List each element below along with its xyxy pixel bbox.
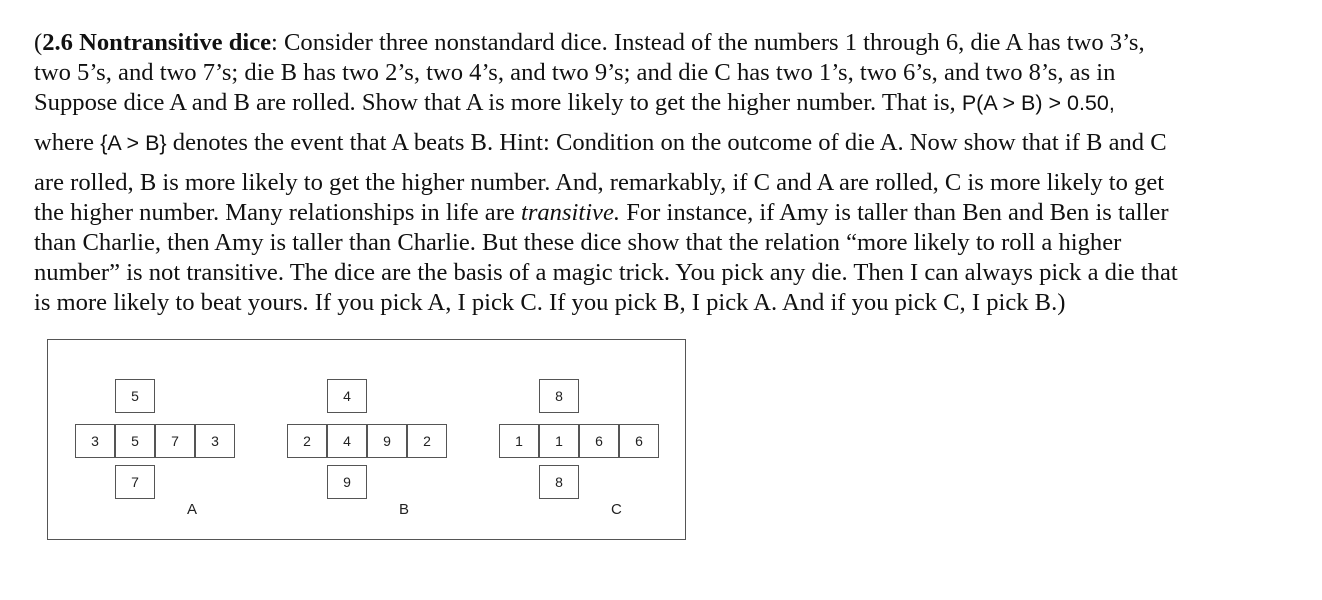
- die-c-top-face: 8: [539, 379, 579, 413]
- die-a-bottom-face: 7: [115, 465, 155, 499]
- problem-line-3: Suppose dice A and B are rolled. Show that A is more likely to get the higher number. That is, P(A > B) > 0.50,: [34, 89, 1115, 116]
- problem-line-2: two 5’s, and two 7’s; die B has two 2’s, two 4’s, and two 9’s; and die C has two 1’s, two 6’s, and two 8’s, as in: [34, 59, 1116, 86]
- die-c-bottom-face: 8: [539, 465, 579, 499]
- die-a-label: A: [187, 501, 198, 518]
- problem-title: 2.6 Nontransitive dice: [42, 29, 272, 56]
- die-c-face: 6: [579, 424, 619, 458]
- die-a-face: 3: [195, 424, 235, 458]
- die-c-label: C: [611, 501, 622, 518]
- probability-expression: P(A > B) > 0.50,: [961, 91, 1115, 115]
- problem-line-6: the higher number. Many relationships in life are transitive. For instance, if Amy is taller than Ben and Ben is taller: [34, 199, 1169, 226]
- die-a-top-face: 5: [115, 379, 155, 413]
- die-b-top-face: 4: [327, 379, 367, 413]
- event-expression: {A > B}: [100, 131, 167, 155]
- problem-line-8: number” is not transitive. The dice are the basis of a magic trick. You pick any die. Then I can always pick a die that: [34, 259, 1178, 286]
- die-b-face: 4: [327, 424, 367, 458]
- die-a-face: 5: [115, 424, 155, 458]
- problem-line-1: (2.6 Nontransitive dice: Consider three nonstandard dice. Instead of the numbers 1 through 6, die A has two 3’s,: [34, 29, 1145, 56]
- emphasis-transitive: transitive.: [520, 199, 621, 226]
- die-a-face: 3: [75, 424, 115, 458]
- problem-line-5: are rolled, B is more likely to get the higher number. And, remarkably, if C and A are rolled, C is more likely to get: [34, 169, 1165, 196]
- die-b-face: 2: [287, 424, 327, 458]
- problem-line-9: is more likely to beat yours. If you pick A, I pick C. If you pick B, I pick A. And if you pick C, I pick B.): [34, 289, 1066, 316]
- die-b-label: B: [399, 501, 410, 518]
- problem-text: [34, 28, 1304, 318]
- die-a-face: 7: [155, 424, 195, 458]
- dice-nets-figure: [47, 339, 686, 540]
- die-b-face: 9: [367, 424, 407, 458]
- die-c-face: 1: [539, 424, 579, 458]
- die-b-bottom-face: 9: [327, 465, 367, 499]
- problem-line-7: than Charlie, then Amy is taller than Charlie. But these dice show that the relation “more likely to roll a higher: [34, 229, 1122, 256]
- problem-line-4: where {A > B} denotes the event that A beats B. Hint: Condition on the outcome of die A. Now show that if B and C: [34, 129, 1167, 156]
- die-b-face: 2: [407, 424, 447, 458]
- die-c-face: 6: [619, 424, 659, 458]
- die-c-face: 1: [499, 424, 539, 458]
